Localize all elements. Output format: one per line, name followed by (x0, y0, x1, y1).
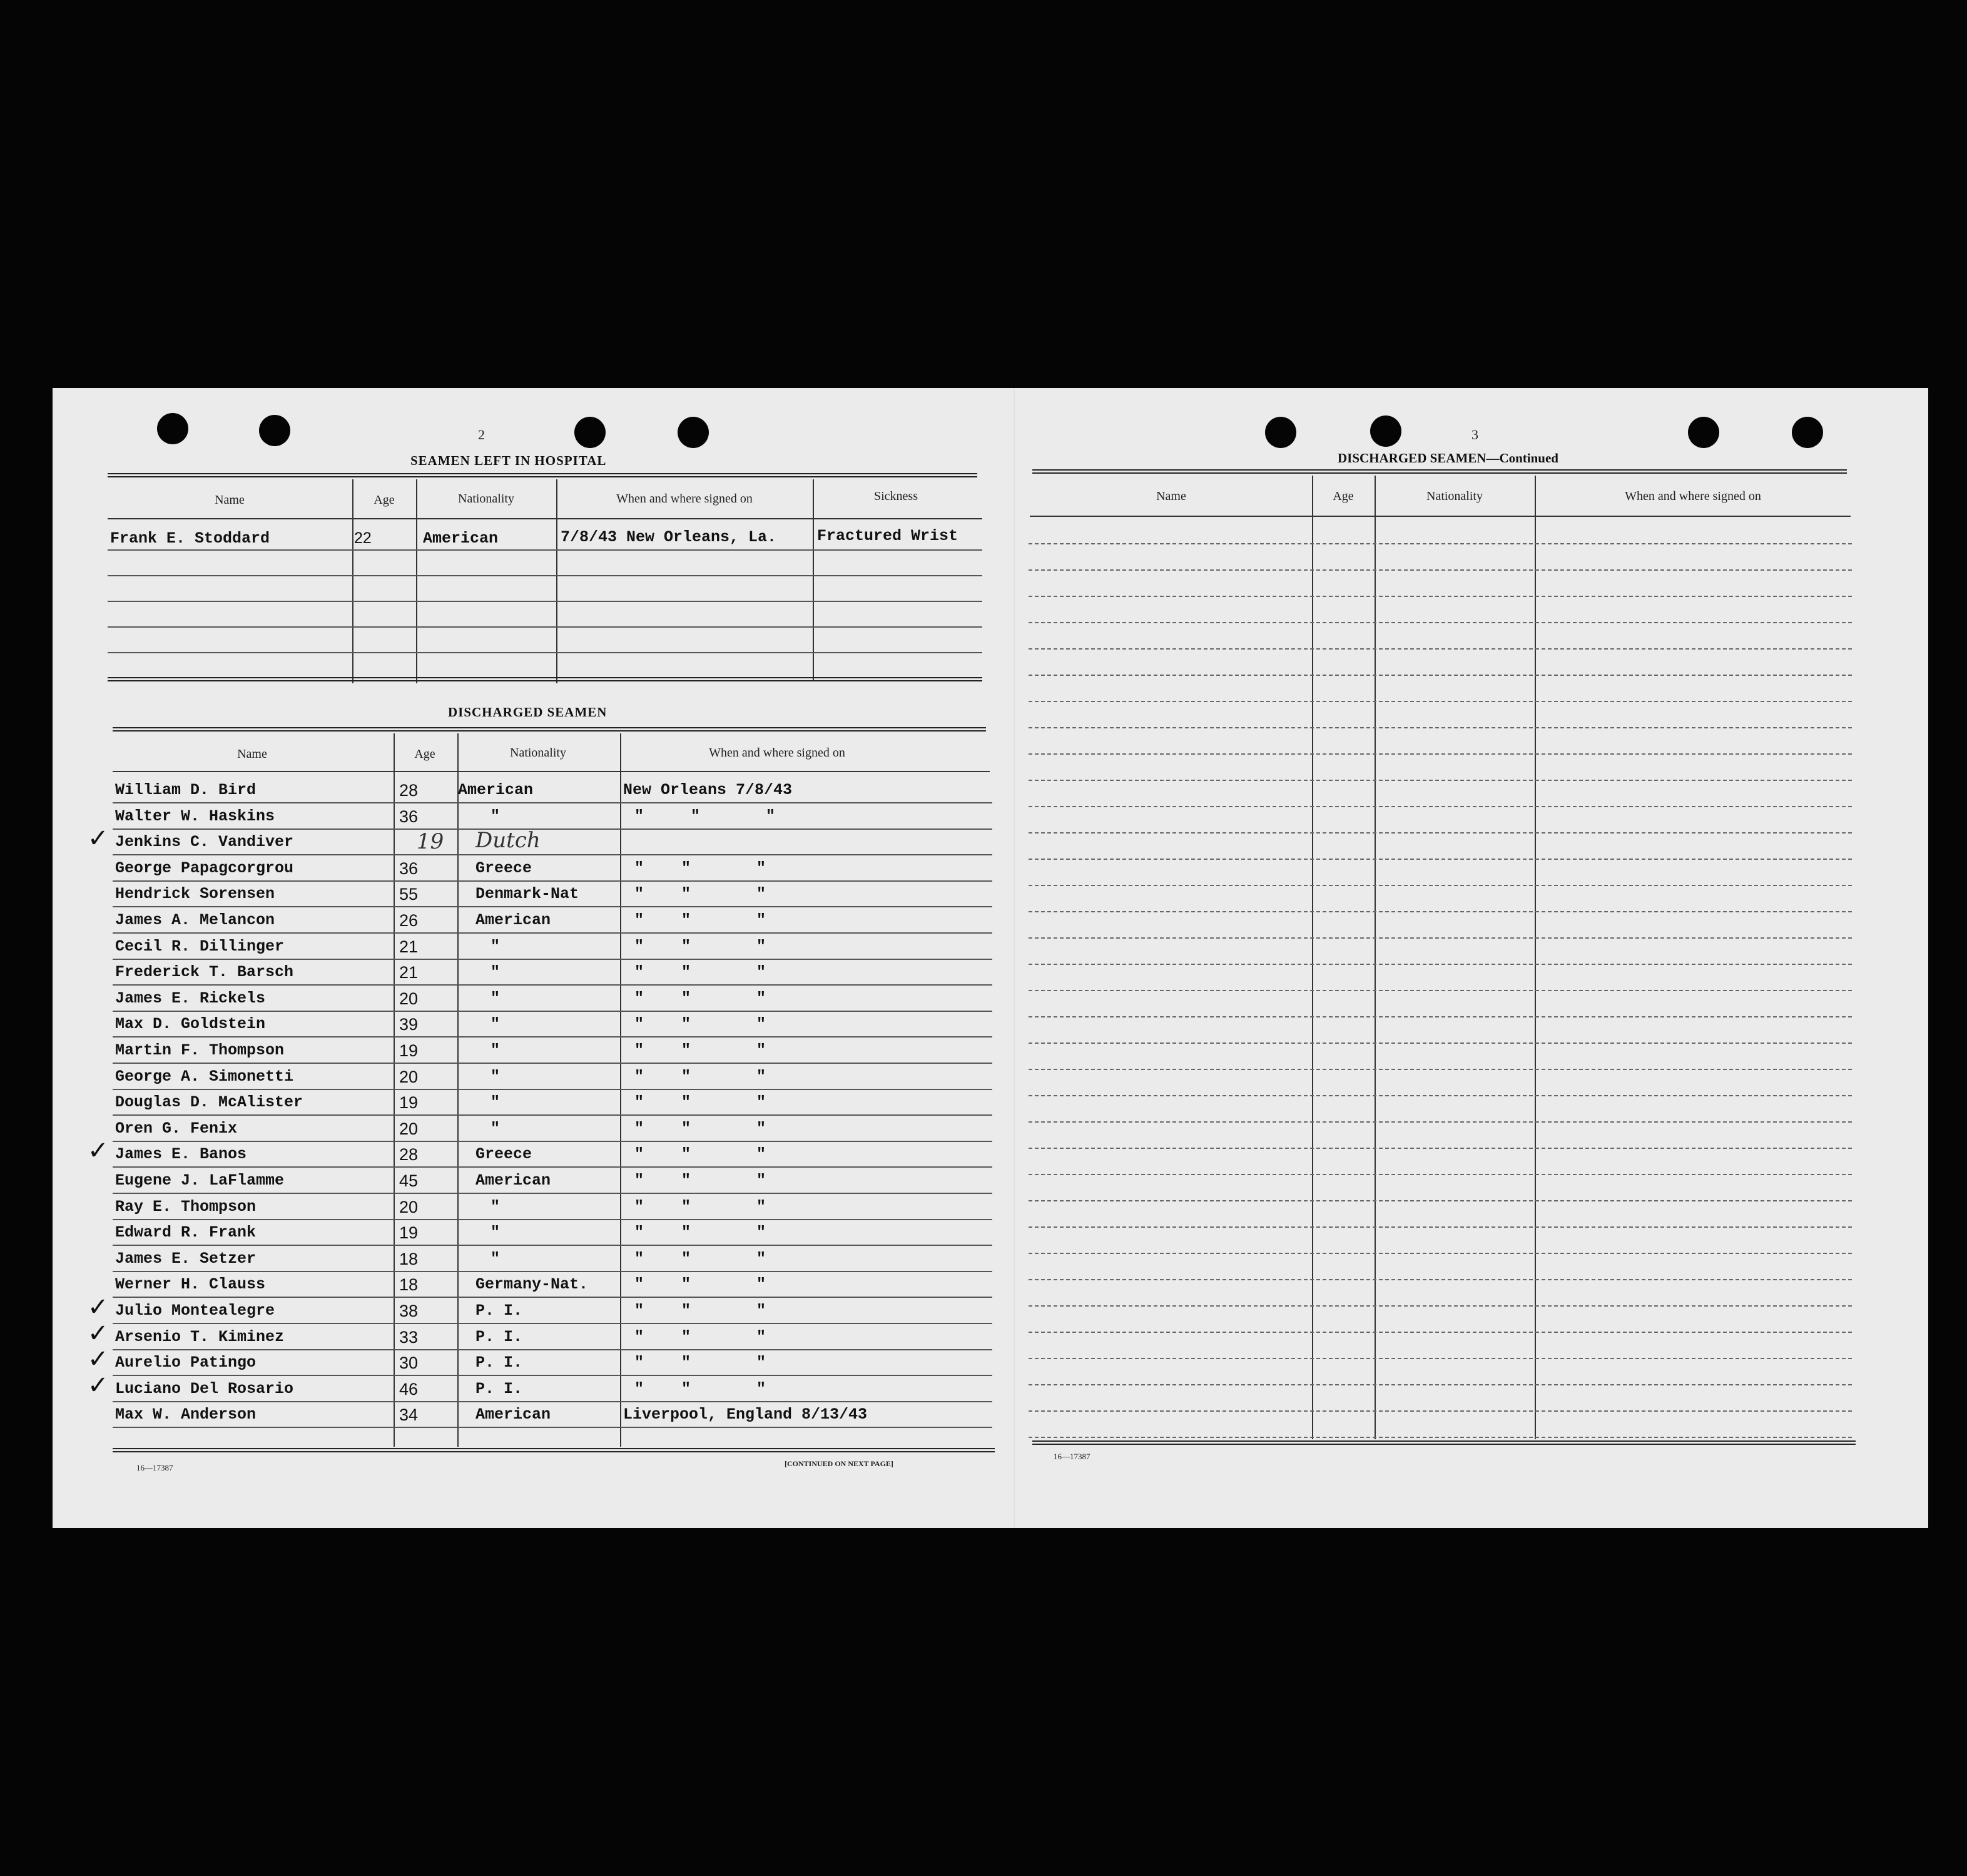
seaman-age: 55 (399, 885, 419, 904)
discharged-row-line (113, 802, 992, 803)
discharged-header-nationality: Nationality (510, 746, 566, 760)
seaman-signed-on: " " " (634, 1119, 766, 1138)
hospital-header-sickness: Sickness (874, 489, 918, 503)
page-number: 3 (1471, 427, 1478, 442)
seaman-age: 28 (399, 781, 419, 800)
seaman-name: Oren G. Fenix (115, 1119, 238, 1138)
seaman-age: 33 (399, 1328, 419, 1347)
discharged-header-signed: When and where signed on (709, 746, 845, 760)
seaman-signed-on: " " " (634, 1198, 766, 1216)
hospital-bottom-rule (108, 677, 982, 681)
seaman-age: 21 (399, 937, 419, 956)
continued-row-line (1029, 569, 1852, 571)
form-code: 16—17387 (1054, 1452, 1090, 1461)
continued-row-line (1029, 964, 1852, 965)
continued-row-line (1029, 1148, 1852, 1149)
continued-header-signed: When and where signed on (1625, 489, 1761, 503)
seaman-name: James A. Melancon (115, 911, 275, 929)
seaman-nationality: " (490, 937, 501, 956)
continued-row-line (1029, 1358, 1852, 1359)
continued-row-line (1029, 1095, 1852, 1096)
seaman-signed-on: " " " (634, 937, 766, 956)
seaman-nationality: P. I. (475, 1328, 523, 1346)
seaman-nationality: " (490, 989, 501, 1007)
seaman-signed-on: " " " (634, 1328, 766, 1346)
hospital-sickness: Fractured Wrist (817, 527, 958, 545)
seaman-signed-on: " " " (634, 1041, 766, 1059)
seaman-age: 19 (417, 829, 444, 854)
discharged-row-line (113, 1427, 992, 1428)
seaman-name: Ray E. Thompson (115, 1198, 257, 1216)
seaman-name: Edward R. Frank (115, 1223, 257, 1241)
seaman-age: 46 (399, 1380, 419, 1399)
seaman-age: 36 (399, 807, 419, 826)
binder-hole (259, 415, 290, 446)
seaman-signed-on: " " " (634, 963, 766, 981)
seaman-age: 20 (399, 1119, 419, 1138)
continued-row-line (1029, 806, 1852, 807)
continued-header-age: Age (1333, 489, 1354, 503)
seaman-signed-on: " " " (634, 1380, 766, 1398)
discharged-row-line (113, 880, 992, 882)
continued-row-line (1029, 1437, 1852, 1438)
seaman-age: 19 (399, 1041, 419, 1060)
discharged-top-rule (113, 727, 986, 732)
seaman-signed-on: " " " (634, 859, 766, 877)
seaman-nationality: American (475, 911, 551, 929)
hospital-header-nationality: Nationality (458, 492, 514, 506)
seaman-age: 18 (399, 1250, 419, 1268)
check-mark: ✓ (88, 824, 109, 853)
continued-header-nationality: Nationality (1426, 489, 1483, 503)
continued-row-line (1029, 780, 1852, 781)
check-mark: ✓ (88, 1371, 109, 1400)
continued-top-rule (1032, 469, 1847, 474)
seaman-signed-on: " " " (634, 1353, 766, 1372)
discharged-row-line (113, 1401, 992, 1402)
continued-col-divider (1535, 476, 1536, 1439)
hospital-top-rule (108, 473, 977, 477)
seaman-age: 20 (399, 1198, 419, 1216)
seaman-nationality: " (490, 1041, 501, 1059)
seaman-age: 19 (399, 1223, 419, 1242)
seaman-signed-on: " " " (634, 989, 766, 1007)
seaman-nationality: " (490, 807, 501, 825)
continued-row-line (1029, 543, 1852, 544)
continued-section-title (1338, 451, 1558, 466)
seaman-nationality: American (475, 1405, 551, 1424)
seaman-nationality: Greece (475, 859, 532, 877)
hospital-age: 22 (354, 529, 372, 547)
continued-row-line (1029, 1069, 1852, 1070)
seaman-age: 20 (399, 989, 419, 1008)
seaman-name: James E. Setzer (115, 1250, 257, 1268)
seaman-name: Hendrick Sorensen (115, 885, 275, 903)
seaman-age: 39 (399, 1015, 419, 1034)
seaman-signed-on: " " " (634, 1275, 766, 1293)
discharged-row-line (113, 1089, 992, 1090)
form-code: 16—17387 (136, 1463, 173, 1472)
discharged-row-line (113, 828, 992, 830)
seaman-nationality: American (458, 781, 534, 799)
discharged-row-line (113, 1375, 992, 1376)
seaman-name: George A. Simonetti (115, 1068, 294, 1086)
binder-hole (574, 417, 606, 448)
continued-row-line (1029, 911, 1852, 912)
hospital-header-rule (108, 518, 982, 519)
check-mark: ✓ (88, 1345, 109, 1374)
discharged-row-line (113, 1011, 992, 1012)
hospital-row-line (108, 549, 982, 551)
continued-header-name: Name (1156, 489, 1186, 503)
seaman-age: 45 (399, 1171, 419, 1190)
seaman-name: Arsenio T. Kiminez (115, 1328, 285, 1346)
continued-row-line (1029, 1174, 1852, 1175)
hospital-section-title: SEAMEN LEFT IN HOSPITAL (410, 453, 607, 468)
continued-row-line (1029, 1200, 1852, 1201)
binder-hole (1792, 417, 1823, 448)
discharged-header-age: Age (414, 747, 435, 761)
seaman-signed-on: " " " (634, 1302, 766, 1320)
continued-row-line (1029, 832, 1852, 833)
hospital-header-name: Name (215, 493, 245, 507)
continued-row-line (1029, 859, 1852, 860)
continued-row-line (1029, 1043, 1852, 1044)
discharged-row-line (113, 1271, 992, 1272)
seaman-signed-on: " " " (634, 1250, 766, 1268)
continued-col-divider (1312, 476, 1313, 1439)
continued-title-main: DISCHARGED SEAMEN (1338, 451, 1487, 466)
seaman-name: James E. Banos (115, 1145, 247, 1163)
continued-row-line (1029, 1279, 1852, 1280)
seaman-nationality: P. I. (475, 1353, 523, 1372)
continued-row-line (1029, 885, 1852, 886)
hospital-name: Frank E. Stoddard (110, 529, 270, 548)
seaman-name: Jenkins C. Vandiver (115, 833, 294, 851)
page-right (1014, 388, 1928, 1528)
seaman-name: Aurelio Patingo (115, 1353, 257, 1372)
seaman-nationality: " (490, 1093, 501, 1111)
hospital-header-signed: When and where signed on (616, 492, 753, 506)
discharged-row-line (113, 1036, 992, 1037)
hospital-header-age: Age (374, 493, 395, 507)
seaman-name: James E. Rickels (115, 989, 266, 1007)
continued-row-line (1029, 1253, 1852, 1254)
continued-header-rule (1030, 516, 1851, 517)
continued-row-line (1029, 753, 1852, 755)
hospital-row-line (108, 575, 982, 576)
seaman-name: Max D. Goldstein (115, 1015, 266, 1033)
seaman-age: 20 (399, 1068, 419, 1086)
seaman-name: Walter W. Haskins (115, 807, 275, 825)
discharged-row-line (113, 1141, 992, 1142)
hospital-nationality: American (423, 529, 499, 548)
seaman-signed-on: " " " (634, 1171, 766, 1190)
check-mark: ✓ (88, 1319, 109, 1348)
seaman-nationality: " (490, 1250, 501, 1268)
seaman-nationality: " (490, 1223, 501, 1241)
seaman-signed-on: " " " (634, 911, 766, 929)
seaman-name: William D. Bird (115, 781, 257, 799)
binder-hole (157, 413, 188, 444)
continued-row-line (1029, 648, 1852, 650)
seaman-name: George Papagcorgrou (115, 859, 294, 877)
binder-hole (678, 417, 709, 448)
discharged-row-line (113, 1245, 992, 1246)
record-sheet (53, 388, 1928, 1528)
page-left (53, 388, 1014, 1528)
page-number: 2 (478, 427, 485, 442)
discharged-section-title: DISCHARGED SEAMEN (448, 705, 607, 720)
seaman-age: 28 (399, 1145, 419, 1164)
continued-row-line (1029, 990, 1852, 991)
seaman-name: Douglas D. McAlister (115, 1093, 303, 1111)
discharged-row-line (113, 959, 992, 960)
binder-hole (1265, 417, 1296, 448)
seaman-nationality: " (490, 1119, 501, 1138)
discharged-row-line (113, 984, 992, 986)
hospital-row-line (108, 601, 982, 602)
continued-row-line (1029, 1016, 1852, 1017)
seaman-age: 21 (399, 963, 419, 982)
discharged-row-line (113, 932, 992, 934)
discharged-row-line (113, 1063, 992, 1064)
continued-note: [CONTINUED ON NEXT PAGE] (785, 1459, 893, 1468)
seaman-signed-on: " " " (634, 807, 776, 825)
hospital-col-divider (813, 479, 814, 681)
discharged-col-divider (394, 733, 395, 1447)
seaman-nationality: " (490, 1068, 501, 1086)
discharged-row-line (113, 854, 992, 855)
discharged-row-line (113, 1114, 992, 1116)
seaman-name: Eugene J. LaFlamme (115, 1171, 285, 1190)
discharged-row-line (113, 906, 992, 907)
continued-row-line (1029, 622, 1852, 623)
seaman-signed-on: " " " (634, 1223, 766, 1241)
seaman-signed-on: " " " (634, 1145, 766, 1163)
discharged-row-line (113, 1193, 992, 1194)
seaman-nationality: " (490, 1015, 501, 1033)
continued-row-line (1029, 701, 1852, 702)
seaman-age: 18 (399, 1275, 419, 1294)
seaman-age: 38 (399, 1302, 419, 1320)
seaman-age: 34 (399, 1405, 419, 1424)
seaman-age: 36 (399, 859, 419, 878)
seaman-signed-on: " " " (634, 1015, 766, 1033)
discharged-col-divider (620, 733, 621, 1447)
continued-row-line (1029, 675, 1852, 676)
hospital-row-line (108, 652, 982, 653)
seaman-nationality: " (490, 963, 501, 981)
hospital-signed: 7/8/43 New Orleans, La. (561, 528, 777, 546)
check-mark: ✓ (88, 1293, 109, 1322)
check-mark: ✓ (88, 1136, 109, 1165)
continued-bottom-rule (1032, 1440, 1856, 1445)
seaman-nationality: " (490, 1198, 501, 1216)
continued-row-line (1029, 1384, 1852, 1385)
continued-row-line (1029, 1332, 1852, 1333)
seaman-name: Max W. Anderson (115, 1405, 257, 1424)
seaman-nationality: Germany-Nat. (475, 1275, 589, 1293)
seaman-nationality: Dutch (475, 828, 541, 853)
continued-row-line (1029, 937, 1852, 939)
seaman-signed-on: " " " (634, 1068, 766, 1086)
hospital-row-line (108, 626, 982, 628)
binder-hole (1370, 415, 1401, 447)
discharged-row-line (113, 1166, 992, 1168)
seaman-signed-on: New Orleans 7/8/43 (623, 781, 793, 799)
continued-row-line (1029, 727, 1852, 728)
seaman-name: Frederick T. Barsch (115, 963, 294, 981)
seaman-name: Martin F. Thompson (115, 1041, 285, 1059)
discharged-row-line (113, 1297, 992, 1298)
continued-row-line (1029, 1226, 1852, 1228)
discharged-row-line (113, 1219, 992, 1220)
seaman-age: 19 (399, 1093, 419, 1112)
seaman-signed-on: " " " (634, 885, 766, 903)
seaman-nationality: Denmark-Nat (475, 885, 579, 903)
discharged-header-name: Name (237, 747, 267, 761)
seaman-name: Luciano Del Rosario (115, 1380, 294, 1398)
binder-hole (1688, 417, 1719, 448)
discharged-header-rule (113, 771, 990, 772)
continued-col-divider (1375, 476, 1376, 1439)
continued-row-line (1029, 1410, 1852, 1412)
continued-row-line (1029, 596, 1852, 597)
seaman-nationality: P. I. (475, 1302, 523, 1320)
seaman-age: 26 (399, 911, 419, 930)
continued-row-line (1029, 1121, 1852, 1123)
seaman-age: 30 (399, 1353, 419, 1372)
continued-row-line (1029, 1305, 1852, 1307)
discharged-row-line (113, 1323, 992, 1324)
seaman-nationality: Greece (475, 1145, 532, 1163)
discharged-bottom-rule (113, 1448, 995, 1452)
seaman-nationality: P. I. (475, 1380, 523, 1398)
seaman-name: Cecil R. Dillinger (115, 937, 285, 956)
continued-title-suffix: —Continued (1486, 451, 1558, 466)
seaman-signed-on: " " " (634, 1093, 766, 1111)
discharged-col-divider (457, 733, 459, 1447)
seaman-name: Werner H. Clauss (115, 1275, 266, 1293)
seaman-signed-on: Liverpool, England 8/13/43 (623, 1405, 868, 1424)
seaman-nationality: American (475, 1171, 551, 1190)
discharged-row-line (113, 1349, 992, 1350)
seaman-name: Julio Montealegre (115, 1302, 275, 1320)
